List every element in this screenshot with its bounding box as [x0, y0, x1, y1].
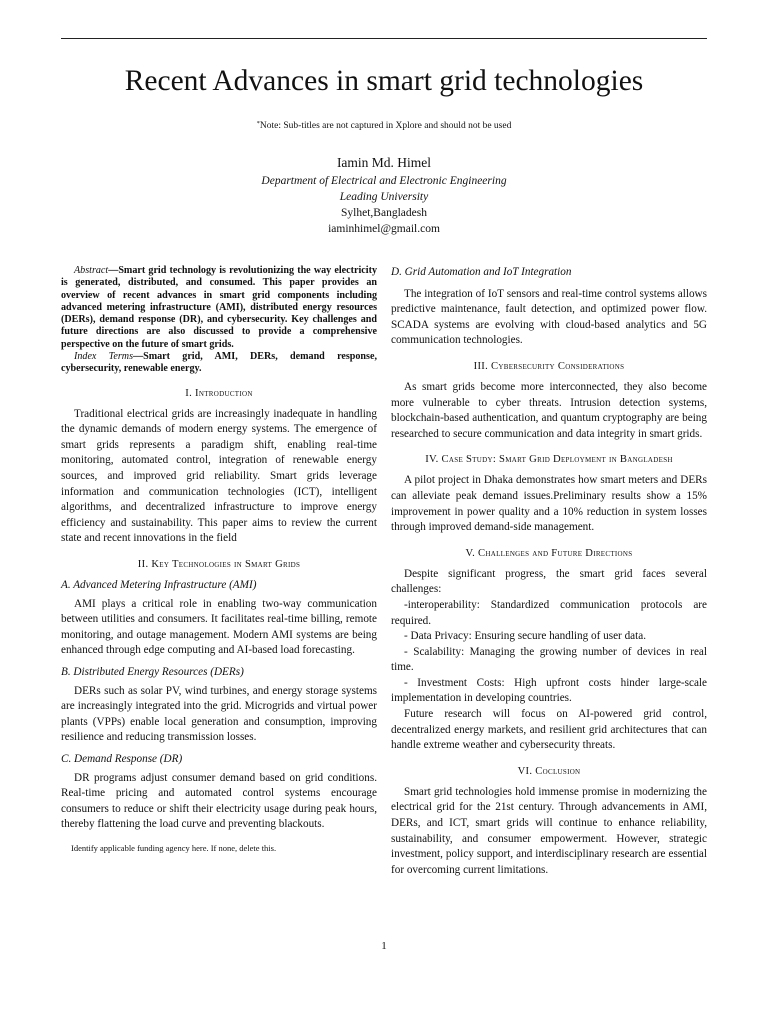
author-email: iaminhimel@gmail.com	[328, 223, 440, 235]
challenge-item: - Data Privacy: Ensuring secure handling of user data.	[404, 630, 647, 643]
subsection-heading-dr: C. Demand Response (DR)	[61, 752, 183, 765]
ders-text: DERs such as solar PV, wind turbines, and energy storage systems are increasingly integrated into the grid. Microgrids and virtual power plants (VPPs) enable local generation and consumption, improving resilience and reducing transmission losses.	[61, 684, 377, 744]
author-department: Department of Electrical and Electronic Engineering	[261, 175, 507, 187]
challenge-item: - Scalability: Managing the growing number of devices in real time.	[391, 645, 707, 674]
section-heading-key-technologies: II. Key Technologies in Smart Grids	[137, 559, 301, 571]
challenge-item: -interoperability: Standardized communication protocols are required.	[391, 598, 707, 627]
abstract-text: —Smart grid technology is revolutionizing the way electricity is generated, distributed, and consumed. This paper provides an overview of recent advances in smart grid components including advanced metering infrastructure (AMI), distributed energy resources (DERs), demand response (DR), and cybersecurity. Key challenges and future directions are also discussed to provide a comprehensive perspective on the future of smart grids.	[61, 265, 377, 350]
author-location: Sylhet,Bangladesh	[341, 207, 427, 219]
section-heading-challenges: V. Challenges and Future Directions	[465, 547, 633, 559]
index-terms	[61, 351, 377, 376]
author-name: Iamin Md. Himel	[336, 155, 432, 170]
author-block	[0, 154, 768, 237]
page-number: 1	[381, 940, 387, 952]
header-rule	[61, 38, 707, 39]
abstract-label: Abstract	[74, 265, 109, 276]
cybersecurity-text: As smart grids become more interconnected, they also become more vulnerable to cyber threats. Intrusion detection systems, blockchain-based authentication, and quantum cryptography are being researched to secure communication and data integrity in smart grids.	[391, 380, 707, 440]
section-heading-cybersecurity: III. Cybersecurity Considerations	[473, 360, 625, 372]
right-column	[391, 265, 707, 878]
index-terms-text: —Smart grid, AMI, DERs, demand response, cybersecurity, renewable energy.	[61, 351, 377, 375]
case-study-text: A pilot project in Dhaka demonstrates how smart meters and DERs can alleviate peak demand issues.Preliminary results show a 15% improvement in power quality and a 10% reduction in system losses through improved demand-side management.	[391, 474, 707, 534]
subsection-heading-ders: B. Distributed Energy Resources (DERs)	[61, 665, 244, 678]
footnote: Identify applicable funding agency here. If none, delete this.	[71, 842, 277, 853]
subsection-heading-ami: A. Advanced Metering Infrastructure (AMI)	[61, 579, 257, 592]
title-note	[0, 118, 768, 132]
paper-title: Recent Advances in smart grid technologies	[124, 65, 644, 97]
ami-text: AMI plays a critical role in enabling two-way communication between utilities and consumers. It facilitates real-time billing, remote monitoring, and outage management. Modern AMI systems are being enhanced through edge computing and AI-based load forecasting.	[61, 597, 377, 657]
abstract	[61, 265, 377, 351]
index-terms-label: Index Terms	[74, 351, 133, 363]
challenges-outro: Future research will focus on AI-powered grid control, decentralized energy markets, and resilient grid architectures that can handle extreme weather and cybersecurity threats.	[391, 708, 707, 752]
conclusion-text: Smart grid technologies hold immense promise in modernizing the electrical grid for the 21st century. Through advancements in AMI, DERs, and ICT, smart grids will continue to enhance reliability, sustainability, and consumer empowerment. However, strategic investment, policy support, and interdisciplinary research are essential for overcoming current limitations.	[391, 785, 707, 876]
section-heading-introduction: I. Introduction	[185, 387, 253, 399]
section-heading-case-study: IV. Case Study: Smart Grid Deployment in Bangladesh	[425, 454, 673, 466]
challenge-item: - Investment Costs: High upfront costs hinder large-scale implementation in developing countries.	[391, 676, 707, 705]
left-column	[61, 265, 377, 854]
introduction-text: Traditional electrical grids are increasingly inadequate in handling the dynamic demands of modern energy systems. The emergence of smart grids represents a paradigm shift, enabling real-time monitoring, automated control, integration of renewable energy sources, and improved grid reliability. Smart grids leverage information and communication technologies (ICT), intelligent algorithms, and decentralized infrastructure to improve energy efficiency and sustainability. This paper aims to review the current state and recent innovations in the field	[61, 407, 377, 545]
dr-text: DR programs adjust consumer demand based on grid conditions. Real-time pricing and automated control systems encourage consumers to reduce or shift their electricity usage during peak hours, thereby flattening the load curve and preventing blackouts.	[61, 771, 377, 831]
note-mark: *	[256, 120, 260, 127]
grid-automation-text: The integration of IoT sensors and real-time control systems allows predictive maintenance, fault detection, and optimized power flow. SCADA systems are evolving with cloud-based analytics and 5G communication technologies.	[391, 287, 707, 347]
note-text: Note: Sub-titles are not captured in Xplore and should not be used	[259, 121, 512, 131]
subsection-heading-grid-automation: D. Grid Automation and IoT Integration	[391, 266, 572, 278]
challenges-intro: Despite significant progress, the smart grid faces several challenges:	[391, 567, 707, 596]
author-university: Leading University	[339, 191, 429, 203]
section-heading-conclusion: VI. Coclusion	[517, 765, 581, 777]
